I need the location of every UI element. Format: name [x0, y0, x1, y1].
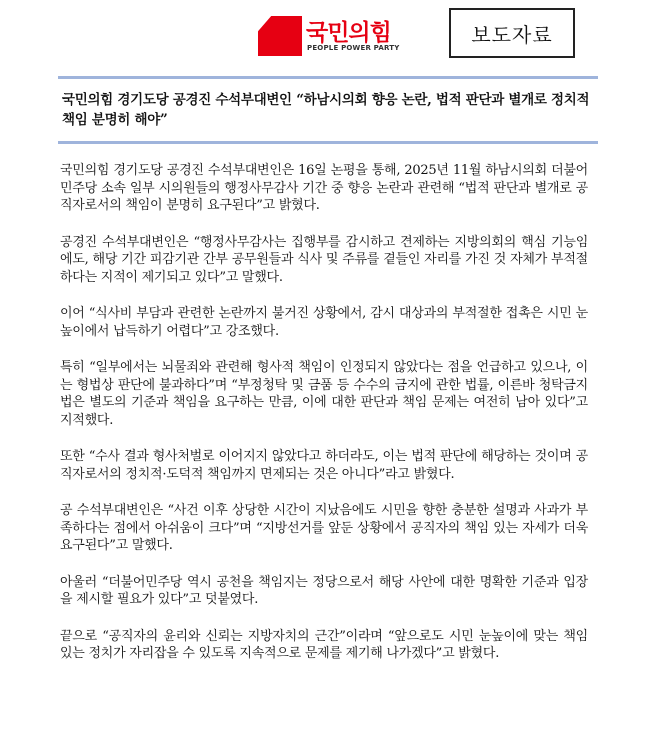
body-paragraph: 특히 “일부에서는 뇌물죄와 관련해 형사적 책임이 인정되지 않았다는 점을 언급하고 있으나, 이는 형법상 판단에 불과하다”며 “부정청탁 및 금품 등 수수의 금지에 관한 법률, 이른바 청탁금지법은 별도의 기준과 책임을 요구하는 만큼, 이에 대한 판단과 책임 문제는 여전히 남아 있다”고 지적했다.: [60, 360, 588, 428]
headline-top-rule: [58, 76, 598, 79]
body-paragraph: 아울러 “더불어민주당 역시 공천을 책임지는 정당으로서 해당 사안에 대한 명확한 기준과 입장을 제시할 필요가 있다”고 덧붙였다.: [60, 574, 588, 607]
body-paragraph: 공 수석부대변인은 “사건 이후 상당한 시간이 지났음에도 시민을 향한 충분한 설명과 사과가 부족하다는 점에서 아쉬움이 크다”며 “지방선거를 앞둔 상황에서 공직자의 책임 있는 자세가 더욱 요구된다”고 말했다.: [60, 503, 588, 553]
party-name-english: PEOPLE POWER PARTY: [307, 44, 400, 52]
party-logo: [258, 14, 398, 60]
headline-bottom-rule: [58, 141, 598, 144]
body-paragraph: 국민의힘 경기도당 공경진 수석부대변인은 16일 논평을 통해, 2025년 11월 하남시의회 더불어민주당 소속 일부 시의원들의 행정사무감사 기간 중 향응 논란과 관련해 “법적 판단과 별개로 공직자로서의 책임이 분명히 요구된다”고 밝혔다.: [60, 163, 588, 213]
party-logo-mark-icon: [258, 16, 302, 56]
body-paragraph: 공경진 수석부대변인은 “행정사무감사는 집행부를 감시하고 견제하는 지방의회의 핵심 기능임에도, 해당 기간 피감기관 간부 공무원들과 식사 및 주류를 곁들인 자리를 가진 것 자체가 부적절하다는 지적이 제기되고 있다”고 말했다.: [60, 234, 588, 285]
party-name: 국민의힘: [306, 20, 391, 46]
body-paragraph: 또한 “수사 결과 형사처벌로 이어지지 않았다고 하더라도, 이는 법적 판단에 해당하는 것이며 공직자로서의 정치적·도덕적 책임까지 면제되는 것은 아니다”라고 밝혔다.: [60, 449, 588, 482]
press-release-body: [60, 162, 588, 682]
headline: 국민의힘 경기도당 공경진 수석부대변인 “하남시의회 향응 논란, 법적 판단과 별개로 정치적 책임 분명히 해야”: [62, 92, 590, 128]
press-release-label: 보도자료: [449, 8, 575, 58]
body-paragraph: 끝으로 “공직자의 윤리와 신뢰는 지방자치의 근간”이라며 “앞으로도 시민 눈높이에 맞는 책임 있는 정치가 자리잡을 수 있도록 지속적으로 문제를 제기해 나가겠다”고 밝혔다.: [60, 628, 588, 661]
body-paragraph: 이어 “식사비 부담과 관련한 논란까지 불거진 상황에서, 감시 대상과의 부적절한 접촉은 시민 눈높이에서 납득하기 어렵다”고 강조했다.: [60, 306, 588, 339]
